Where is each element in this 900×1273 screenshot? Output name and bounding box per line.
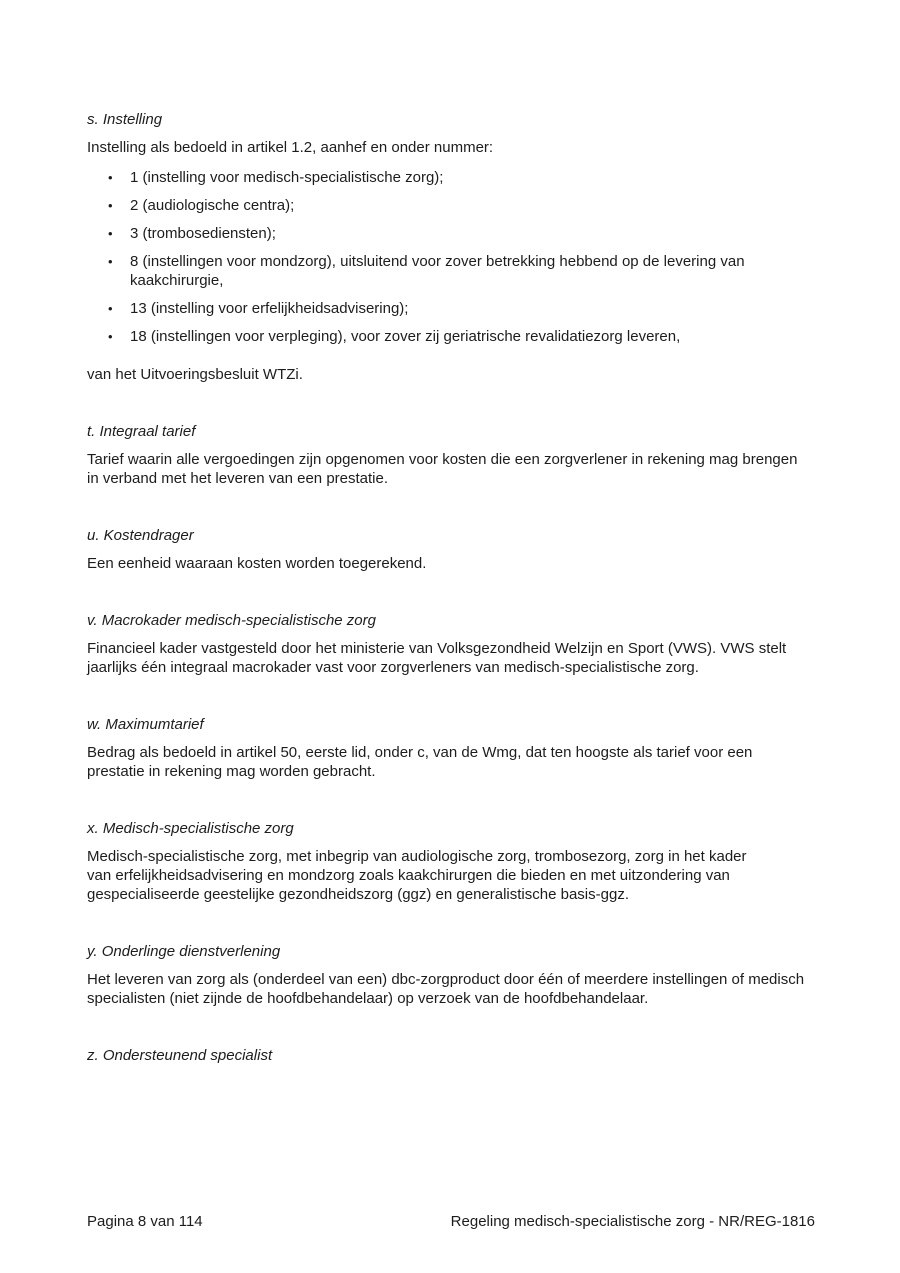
bullet-list (87, 168, 847, 346)
text-line: Medisch-specialistische zorg, met inbegrip van audiologische zorg, trombosezorg, zorg in het kader (87, 848, 747, 865)
paragraph (87, 450, 847, 488)
text-line: gespecialiseerde geestelijke gezondheidszorg (ggz) en generalistische basis-ggz. (87, 886, 629, 903)
bullet-icon: • (108, 254, 113, 269)
section-s-instelling (87, 110, 847, 384)
paragraph (87, 639, 847, 677)
bullet-icon: • (108, 170, 113, 185)
definition-heading-u: u. Kostendrager (87, 527, 194, 544)
section-x-medisch-specialistische-zorg (87, 819, 847, 904)
text-line: Tarief waarin alle vergoedingen zijn opgenomen voor kosten die een zorgverlener in rekening mag brengen (87, 451, 798, 468)
bullet-text (130, 224, 847, 243)
text-line: in verband met het leveren van een prestatie. (87, 470, 389, 487)
text-line: 18 (instellingen voor verpleging), voor zover zij geriatrische revalidatiezorg leveren, (130, 328, 681, 345)
bullet-text (130, 299, 847, 318)
paragraph (87, 743, 847, 781)
text-line: Instelling als bedoeld in artikel 1.2, aanhef en onder nummer: (87, 139, 494, 156)
definition-heading-z: z. Ondersteunend specialist (87, 1047, 273, 1064)
text-line: kaakchirurgie, (130, 272, 224, 289)
paragraph (87, 138, 847, 157)
definition-heading-t: t. Integraal tarief (87, 423, 196, 440)
list-item (87, 299, 847, 318)
list-item (87, 327, 847, 346)
section-z-ondersteunend-specialist (87, 1046, 847, 1065)
text-line: 8 (instellingen voor mondzorg), uitsluitend voor zover betrekking hebbend op de levering van (130, 253, 745, 270)
bullet-icon: • (108, 198, 113, 213)
definition-heading-v: v. Macrokader medisch-specialistische zorg (87, 612, 376, 629)
text-line: 3 (trombosediensten); (130, 225, 276, 242)
definition-heading-w: w. Maximumtarief (87, 716, 204, 733)
text-line: Het leveren van zorg als (onderdeel van een) dbc-zorgproduct door één of meerdere instellingen of medisch (87, 971, 805, 988)
text-line: 13 (instelling voor erfelijkheidsadvisering); (130, 300, 409, 317)
text-line: Een eenheid waaraan kosten worden toegerekend. (87, 555, 427, 572)
list-item (87, 168, 847, 187)
text-line: prestatie in rekening mag worden gebracht. (87, 763, 376, 780)
text-line: 1 (instelling voor medisch-specialistische zorg); (130, 169, 444, 186)
paragraph (87, 847, 847, 904)
footer-page-indicator: Pagina 8 van 114 (87, 1213, 203, 1230)
list-item (87, 196, 847, 215)
bullet-text (130, 168, 847, 187)
section-t-integraal-tarief (87, 422, 847, 488)
footer-document-title: Regeling medisch-specialistische zorg - NR/REG-1816 (450, 1213, 815, 1230)
bullet-icon: • (108, 301, 113, 316)
page-content (87, 110, 847, 1103)
text-line: van het Uitvoeringsbesluit WTZi. (87, 366, 303, 383)
paragraph (87, 365, 847, 384)
list-item (87, 224, 847, 243)
paragraph (87, 970, 847, 1008)
text-line: jaarlijks één integraal macrokader vast voor zorgverleners van medisch-specialistische zorg. (87, 659, 699, 676)
bullet-text (130, 327, 847, 346)
definition-heading-s: s. Instelling (87, 111, 163, 128)
definition-heading-x: x. Medisch-specialistische zorg (87, 820, 294, 837)
bullet-icon: • (108, 329, 113, 344)
page-footer (87, 1212, 815, 1231)
paragraph (87, 554, 847, 573)
section-y-onderlinge-dienstverlening (87, 942, 847, 1008)
text-line: specialisten (niet zijnde de hoofdbehandelaar) op verzoek van de hoofdbehandelaar. (87, 990, 649, 1007)
bullet-icon: • (108, 226, 113, 241)
definition-heading-y: y. Onderlinge dienstverlening (87, 943, 281, 960)
section-u-kostendrager (87, 526, 847, 573)
section-w-maximumtarief (87, 715, 847, 781)
text-line: Bedrag als bedoeld in artikel 50, eerste lid, onder c, van de Wmg, dat ten hoogste als tarief voor een (87, 744, 753, 761)
section-v-macrokader (87, 611, 847, 677)
bullet-text (130, 196, 847, 215)
text-line: 2 (audiologische centra); (130, 197, 295, 214)
bullet-text (130, 252, 847, 290)
text-line: van erfelijkheidsadvisering en mondzorg zoals kaakchirurgen die bieden en met uitzondering van (87, 867, 730, 884)
list-item (87, 252, 847, 290)
text-line: Financieel kader vastgesteld door het ministerie van Volksgezondheid Welzijn en Sport (VWS). VWS stelt (87, 640, 787, 657)
